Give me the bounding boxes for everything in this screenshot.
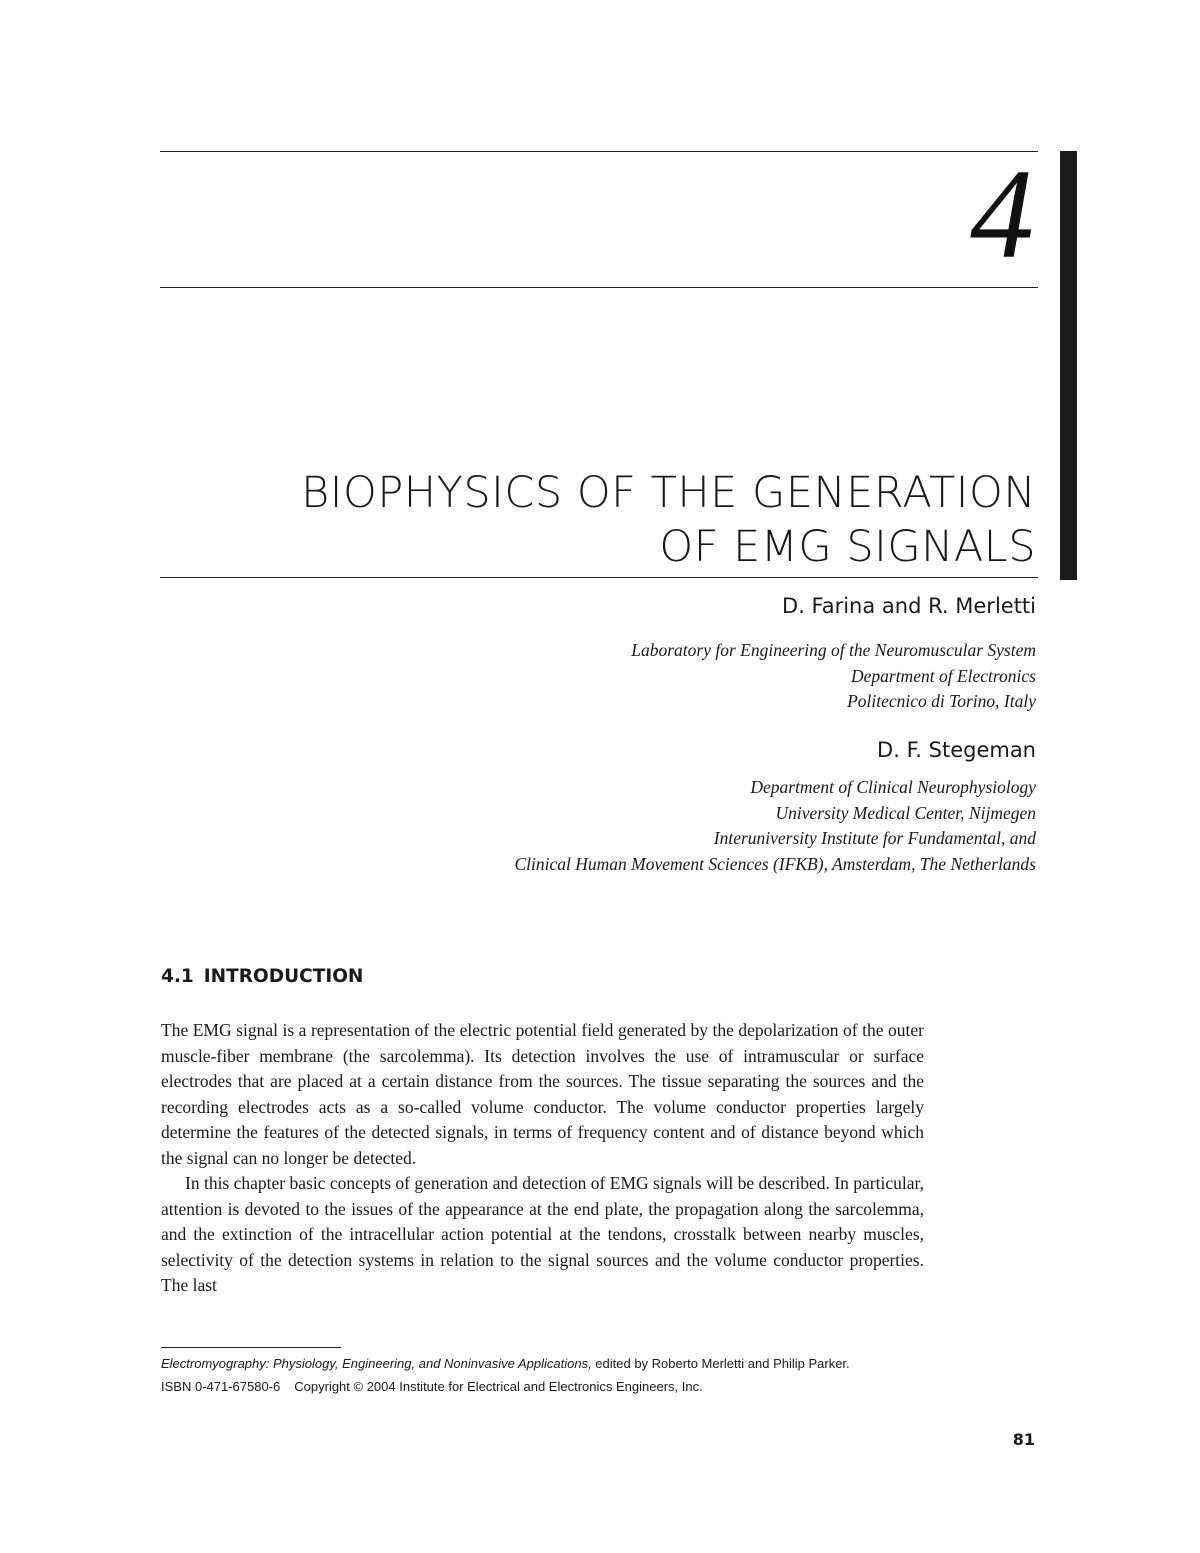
chapter-title-line-2: OF EMG SIGNALS bbox=[659, 522, 1036, 572]
footnote-rule bbox=[161, 1347, 341, 1348]
section-title: INTRODUCTION bbox=[203, 966, 364, 987]
affiliation-line: Clinical Human Movement Sciences (IFKB), Amsterdam, The Netherlands bbox=[514, 853, 1036, 874]
author-names-1: D. Farina and R. Merletti bbox=[782, 594, 1036, 618]
author-affiliation-1 bbox=[276, 638, 1036, 715]
chapter-number-rule bbox=[160, 287, 1038, 288]
author-names-2: D. F. Stegeman bbox=[877, 738, 1036, 762]
chapter-side-bar bbox=[1060, 151, 1077, 580]
affiliation-line: Department of Electronics bbox=[850, 665, 1036, 686]
body-paragraph-2: In this chapter basic concepts of generation and detection of EMG signals will be described. In particular, attention is devoted to the issues of the appearance at the end plate, the propagation along the sarcolemma, and the extinction of the intracellular action potential at the tendons, crosstalk between nearby muscles, selectivity of the detection systems in relation to the signal sources and the volume conductor properties. The last bbox=[161, 1173, 924, 1295]
footnote bbox=[161, 1355, 931, 1396]
isbn: ISBN 0-471-67580-6 bbox=[161, 1378, 281, 1394]
book-title: Electromyography: Physiology, Engineering, and Noninvasive Applications, bbox=[161, 1356, 592, 1371]
top-rule bbox=[160, 151, 1038, 152]
affiliation-line: Interuniversity Institute for Fundamental, and bbox=[713, 828, 1036, 848]
affiliation-line: Politecnico di Torino, Italy bbox=[847, 691, 1036, 711]
chapter-title-line-1: BIOPHYSICS OF THE GENERATION bbox=[301, 468, 1036, 518]
citation-line bbox=[161, 1355, 931, 1374]
affiliation-line: Laboratory for Engineering of the Neuromuscular System bbox=[631, 640, 1036, 660]
body-paragraph-1: The EMG signal is a representation of the electric potential field generated by the depolarization of the outer muscle-fiber membrane (the sarcolemma). Its detection involves the use of intramuscular or surface electrodes that are placed at a certain distance from the sources. The tissue separating the sources and the recording electrodes acts as a so-called volume conductor. The volume conductor properties largely determine the features of the detected signals, in terms of frequency content and of distance beyond which the signal can no longer be detected. bbox=[161, 1020, 924, 1168]
chapter-number: 4 bbox=[970, 143, 1034, 285]
affiliation-line: Department of Clinical Neurophysiology bbox=[750, 777, 1036, 797]
title-rule bbox=[160, 577, 1038, 578]
copyright: Copyright © 2004 Institute for Electrical and Electronics Engineers, Inc. bbox=[294, 1378, 703, 1394]
affiliation-line: University Medical Center, Nijmegen bbox=[775, 802, 1036, 823]
chapter-title bbox=[216, 466, 1036, 574]
author-affiliation-2 bbox=[276, 775, 1036, 877]
section-heading bbox=[161, 966, 363, 987]
book-editors: edited by Roberto Merletti and Philip Parker. bbox=[591, 1356, 850, 1371]
page-number: 81 bbox=[1012, 1430, 1035, 1449]
section-number: 4.1 bbox=[161, 966, 194, 987]
isbn-line bbox=[161, 1378, 931, 1397]
